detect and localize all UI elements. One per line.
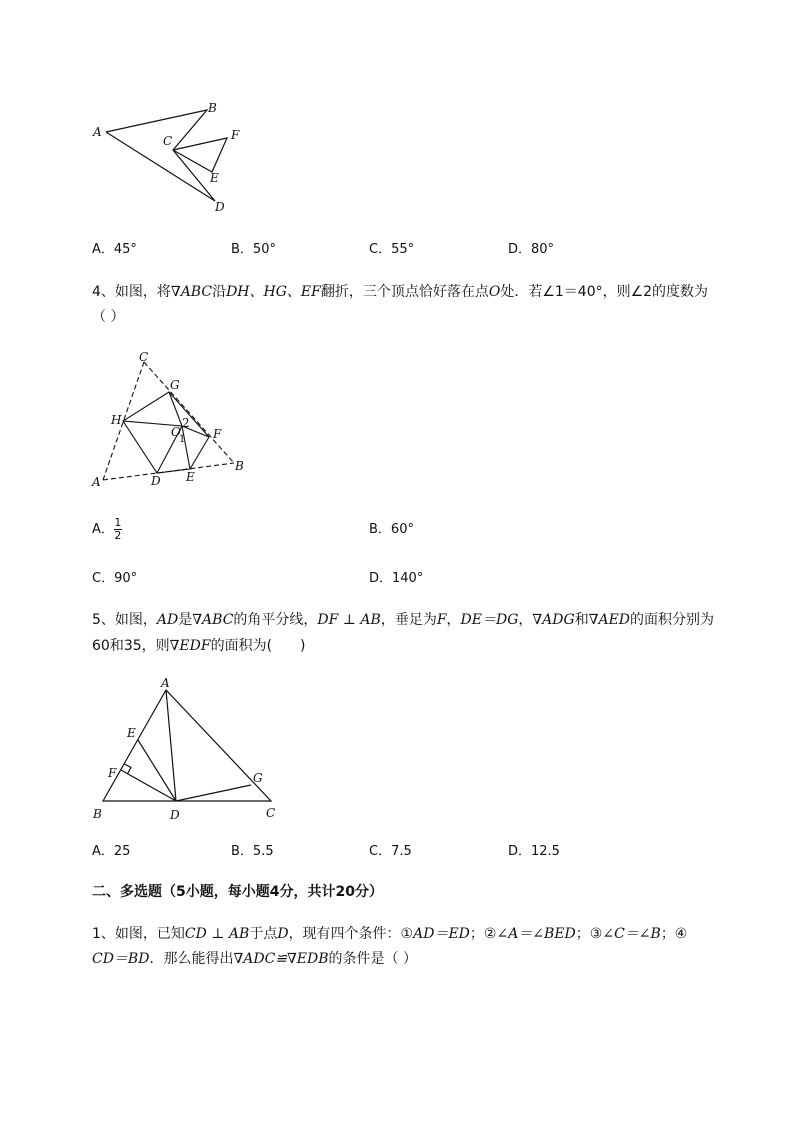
label-C: C	[163, 134, 173, 148]
label-A: A	[92, 475, 101, 488]
label-D: D	[215, 200, 225, 214]
label-F: F	[213, 427, 222, 441]
fraction-numerator: 1	[114, 516, 122, 529]
q5-option-c: C．7.5	[369, 844, 412, 859]
m1-condition-1: AD＝ED	[413, 926, 470, 942]
q5-option-d: D．12.5	[508, 844, 560, 859]
m1-text: 的条件是（ ）	[328, 951, 417, 967]
figure-q4	[88, 346, 248, 488]
q5-text: 是	[178, 612, 193, 628]
m1-stem-line1	[92, 922, 687, 946]
m1-text: ，现有四个条件：①	[288, 926, 414, 942]
label-G: G	[170, 378, 180, 392]
q5-text: 5、如图，	[92, 612, 157, 628]
q4-option-c: C．90°	[92, 571, 138, 586]
label-B: B	[235, 459, 244, 473]
q4-fold-lines: DH、HG、EF	[226, 284, 321, 300]
q5-triangle-edf: ∇EDF	[169, 638, 211, 654]
m1-text: 1、如图，已知	[92, 926, 185, 942]
m1-text: ；②	[469, 926, 497, 942]
q5-option-a: A．25	[92, 844, 131, 859]
q3-option-a: A．45°	[92, 242, 137, 257]
label-2: 2	[182, 416, 190, 430]
q4-triangle: ∇ABC	[170, 284, 213, 300]
q5-text: ，垂足为	[380, 612, 437, 628]
m1-text: ；④	[660, 926, 688, 942]
label-F: F	[231, 128, 240, 142]
figure-q5	[88, 672, 284, 824]
label-E: E	[210, 171, 219, 185]
m1-stem-line2	[92, 947, 417, 971]
label-B: B	[93, 807, 102, 821]
label-A: A	[161, 676, 170, 690]
q4-text: 沿	[212, 284, 227, 300]
q4-option-d: D．140°	[369, 571, 424, 586]
q5-perpendicular: DF ⊥ AB	[317, 612, 381, 628]
label-H: H	[111, 413, 122, 427]
q5-triangle: ∇ABC	[192, 612, 234, 628]
q5-text: ，	[518, 612, 533, 628]
q4-point: O	[488, 284, 501, 300]
q5-text: ，	[446, 612, 461, 628]
q5-text: 60和35，则	[92, 638, 170, 654]
q5-triangle-adg: ∇ADG	[532, 612, 575, 628]
label-C: C	[139, 350, 149, 364]
label-O: O	[171, 425, 181, 439]
q5-segment-ad: AD	[156, 612, 179, 628]
q5-stem-line2	[92, 634, 306, 658]
label-A: A	[93, 125, 102, 139]
figure-q3	[88, 96, 258, 218]
label-B: B	[208, 101, 217, 115]
q4-stem-line1	[92, 280, 708, 304]
m1-congruence: ∇ADC≌∇EDB	[233, 951, 329, 967]
label-E: E	[127, 726, 136, 740]
q5-stem-line1	[92, 608, 714, 632]
fraction-one-half	[114, 517, 122, 542]
q4-option-a-label: A．	[92, 522, 114, 537]
fraction-denominator: 2	[114, 529, 122, 542]
q5-text: 的面积分别为	[630, 612, 715, 628]
label-G: G	[253, 771, 263, 785]
label-D: D	[170, 808, 180, 822]
label-E: E	[186, 470, 195, 484]
q5-triangle-aed: ∇AED	[588, 612, 631, 628]
q3-option-d: D．80°	[508, 242, 555, 257]
m1-text: ．那么能得出	[149, 951, 234, 967]
m1-point-d: D	[277, 926, 289, 942]
q4-option-a	[92, 514, 122, 546]
label-C: C	[266, 806, 276, 820]
label-D: D	[151, 474, 161, 488]
section-heading: 二、多选题（5小题，每小题4分，共计20分）	[92, 884, 383, 900]
q3-option-c: C．55°	[369, 242, 415, 257]
q5-option-b: B．5.5	[231, 844, 274, 859]
m1-perpendicular: CD ⊥ AB	[184, 926, 250, 942]
q5-text: 的角平分线，	[233, 612, 318, 628]
q5-text: 和	[574, 612, 589, 628]
q5-text: 的面积为( )	[210, 638, 306, 654]
label-1: 1	[179, 434, 186, 445]
m1-condition-3: ∠C＝∠B	[602, 926, 661, 942]
q4-text: 4、如图，将	[92, 284, 171, 300]
q3-option-b: B．50°	[231, 242, 276, 257]
q4-text: 翻折，三个顶点恰好落在点	[320, 284, 489, 300]
m1-condition-4: CD＝BD	[92, 951, 150, 967]
q5-point-f: F	[436, 612, 447, 628]
q4-condition: 处．若∠1＝40°，则∠2的度数为	[500, 284, 709, 300]
m1-condition-2: ∠A＝∠BED	[496, 926, 576, 942]
label-F: F	[108, 766, 117, 780]
q4-option-b: B．60°	[369, 522, 414, 537]
m1-text: 于点	[249, 926, 278, 942]
q5-equality: DE＝DG	[460, 612, 519, 628]
m1-text: ；③	[575, 926, 603, 942]
q4-stem-line2: （ ）	[92, 309, 125, 325]
